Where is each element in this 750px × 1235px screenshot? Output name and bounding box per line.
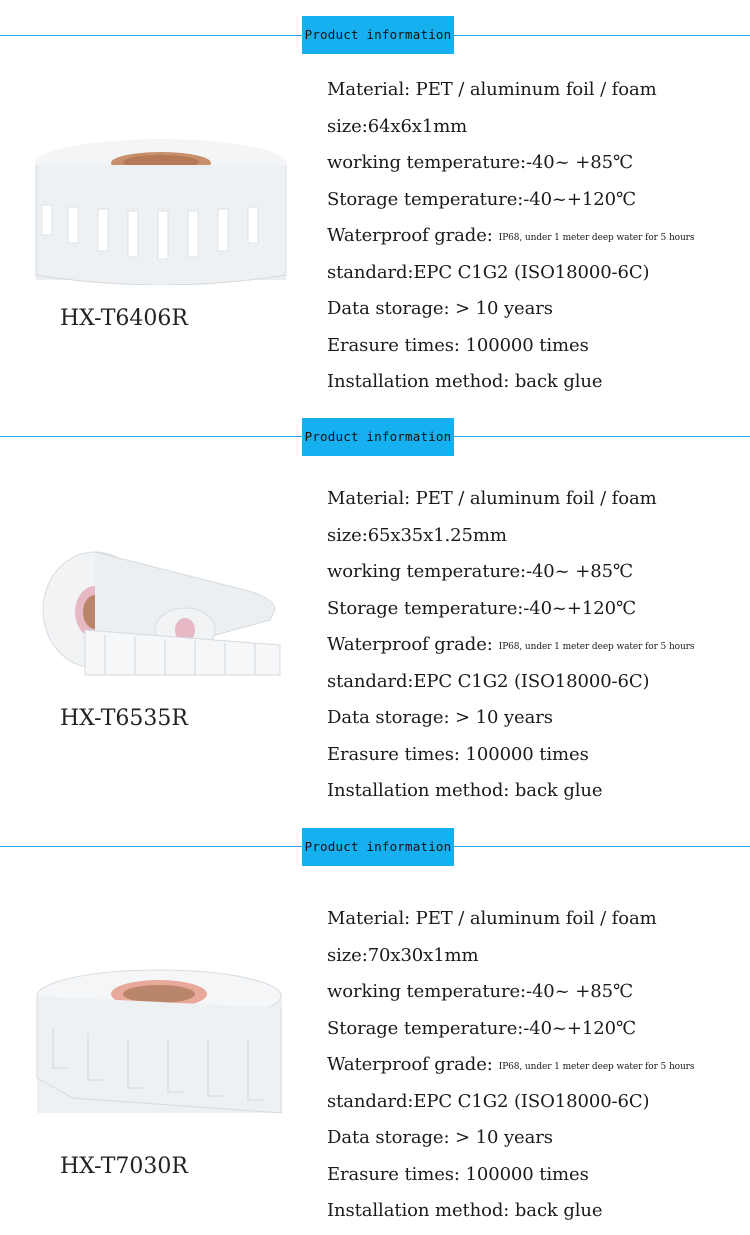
product-info-badge: Product information [302, 16, 454, 54]
product-section-2 [0, 410, 750, 820]
spec-waterproof-detail: IP68, under 1 meter deep water for 5 hours [498, 233, 695, 243]
spec-storage-temp: Storage temperature:-40~+120℃ [327, 597, 636, 619]
spec-waterproof-label: Waterproof grade: [327, 225, 493, 246]
spec-working-temp: working temperature:-40~ +85℃ [327, 981, 633, 1002]
spec-data-storage: Data storage: > 10 years [327, 298, 553, 319]
spec-list [327, 481, 694, 810]
spec-waterproof-detail: IP68, under 1 meter deep water for 5 hours [498, 642, 695, 652]
spec-waterproof [327, 218, 694, 255]
spec-material: Material: PET / aluminum foil / foam [327, 488, 657, 509]
spec-waterproof-label: Waterproof grade: [327, 1054, 493, 1075]
spec-list [327, 72, 694, 401]
spec-data-storage: Data storage: > 10 years [327, 1127, 553, 1148]
spec-installation: Installation method: back glue [327, 1200, 603, 1221]
product-info-badge: Product information [302, 418, 454, 456]
spec-size: size:70x30x1mm [327, 944, 479, 966]
spec-list [327, 901, 694, 1230]
spec-material: Material: PET / aluminum foil / foam [327, 79, 657, 100]
spec-storage-temp: Storage temperature:-40~+120℃ [327, 1017, 636, 1039]
spec-size: size:64x6x1mm [327, 115, 468, 137]
spec-waterproof [327, 1047, 694, 1084]
label-roll-image [28, 135, 288, 285]
model-name: HX-T6535R [60, 706, 188, 731]
spec-installation: Installation method: back glue [327, 371, 603, 392]
product-info-badge: Product information [302, 828, 454, 866]
spec-working-temp: working temperature:-40~ +85℃ [327, 152, 633, 173]
product-section-1 [0, 0, 750, 410]
model-name: HX-T7030R [60, 1154, 188, 1179]
spec-installation: Installation method: back glue [327, 780, 603, 801]
spec-standard: standard:EPC C1G2 (ISO18000-6C) [327, 261, 650, 283]
spec-working-temp: working temperature:-40~ +85℃ [327, 561, 633, 582]
label-roll-image [35, 550, 285, 680]
product-section-3 [0, 820, 750, 1235]
spec-erasure: Erasure times: 100000 times [327, 1163, 589, 1185]
spec-waterproof-label: Waterproof grade: [327, 634, 493, 655]
model-name: HX-T6406R [60, 306, 188, 331]
spec-standard: standard:EPC C1G2 (ISO18000-6C) [327, 670, 650, 692]
spec-storage-temp: Storage temperature:-40~+120℃ [327, 188, 636, 210]
spec-standard: standard:EPC C1G2 (ISO18000-6C) [327, 1090, 650, 1112]
label-roll-image [33, 968, 288, 1118]
spec-material: Material: PET / aluminum foil / foam [327, 908, 657, 929]
spec-erasure: Erasure times: 100000 times [327, 743, 589, 765]
spec-waterproof-detail: IP68, under 1 meter deep water for 5 hours [498, 1062, 695, 1072]
spec-data-storage: Data storage: > 10 years [327, 707, 553, 728]
spec-size: size:65x35x1.25mm [327, 524, 507, 546]
spec-erasure: Erasure times: 100000 times [327, 334, 589, 356]
spec-waterproof [327, 627, 694, 664]
